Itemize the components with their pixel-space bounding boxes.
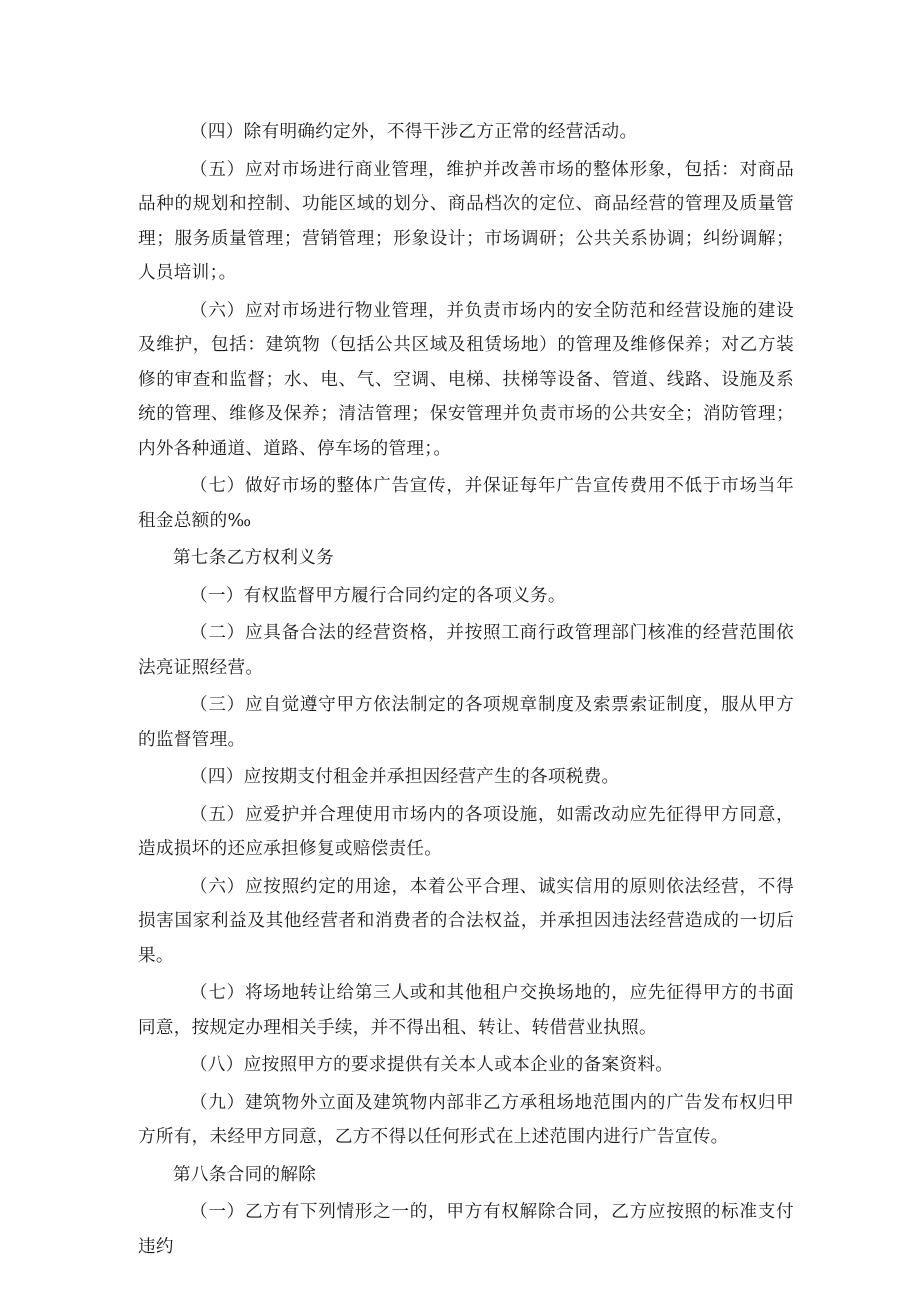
article-8-heading: 第八条合同的解除 bbox=[173, 1164, 317, 1185]
article-8-item-1: （一）乙方有下列情形之一的，甲方有权解除合同，乙方应按照的标准支付违约 bbox=[138, 1202, 794, 1257]
clause-item-7-advertising: （七）做好市场的整体广告宣传，并保证每年广告宣传费用不低于市场当年租金总额的‰ bbox=[138, 476, 794, 531]
clause-item-6-property-management: （六）应对市场进行物业管理，并负责市场内的安全防范和经营设施的建设及维护，包括：建筑物（包括公共区域及租赁场地）的管理及维修保养；对乙方装修的审查和监督；水、电、气、空调、电梯、扶梯等设备、管道、线路、设施及系统的管理、维修及保养；清洁管理；保安管理并负责市场的公共安全；消防管理；内外各种通道、道路、停车场的管理；。 bbox=[138, 300, 794, 459]
document-page bbox=[138, 112, 794, 1264]
article-7-item-6: （六）应按照约定的用途，本着公平合理、诚实信用的原则依法经营，不得损害国家利益及其他经营者和消费者的合法权益，并承担因违法经营造成的一切后果。 bbox=[138, 876, 794, 966]
article-7-item-1: （一）有权监督甲方履行合同约定的各项义务。 bbox=[190, 585, 566, 606]
article-7-item-4: （四）应按期支付租金并承担因经营产生的各项税费。 bbox=[190, 767, 620, 787]
clause-item-5-commercial-management: （五）应对市场进行商业管理，维护并改善市场的整体形象，包括：对商品品种的规划和控制、功能区域的划分、商品档次的定位、商品经营的管理及质量管理；服务质量管理；营销管理；形象设计；市场调研；公共关系协调；纠纷调解；人员培训；。 bbox=[138, 159, 794, 283]
article-7-item-7: （七）将场地转让给第三人或和其他租户交换场地的，应先征得甲方的书面同意，按规定办理相关手续，并不得出租、转让、转借营业执照。 bbox=[138, 983, 794, 1038]
article-7-item-3: （三）应自觉遵守甲方依法制定的各项规章制度及索票索证制度，服从甲方的监督管理。 bbox=[138, 695, 794, 750]
article-7-item-9: （九）建筑物外立面及建筑物内部非乙方承租场地范围内的广告发布权归甲方所有，未经甲方同意，乙方不得以任何形式在上述范围内进行广告宣传。 bbox=[138, 1092, 794, 1147]
article-7-item-2: （二）应具备合法的经营资格，并按照工商行政管理部门核准的经营范围依法亮证照经营。 bbox=[138, 623, 794, 678]
article-7-item-5: （五）应爱护并合理使用市场内的各项设施，如需改动应先征得甲方同意，造成损坏的还应承担修复或赔偿责任。 bbox=[138, 804, 794, 859]
article-7-item-8: （八）应按照甲方的要求提供有关本人或本企业的备案资料。 bbox=[190, 1055, 674, 1075]
clause-item-4-no-interference: （四）除有明确约定外，不得干涉乙方正常的经营活动。 bbox=[190, 122, 638, 142]
article-7-heading: 第七条乙方权利义务 bbox=[173, 548, 335, 568]
